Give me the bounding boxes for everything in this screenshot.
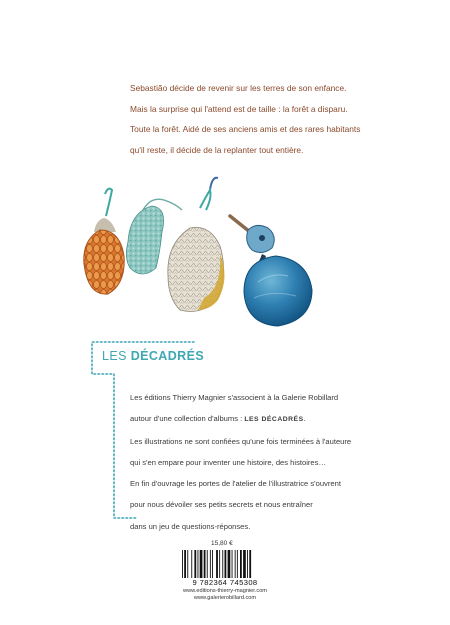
series-title: [102, 349, 204, 363]
story-line-1: Sebastião décide de revenir sur les terres de son enfance.: [130, 83, 347, 93]
blurb-line-1: Les éditions Thierry Magnier s'associent à la Galerie Robillard: [130, 393, 339, 402]
blurb-line-3: Les illustrations ne sont confiées qu'une fois terminées à l'auteure: [130, 436, 352, 446]
publisher-url: www.editions-thierry-magnier.com: [183, 588, 267, 594]
blurb-line-2-prefix: autour d'une collection d'albums :: [130, 414, 245, 424]
blurb-line-4: qui s'en empare pour inventer une histoire, des histoires…: [130, 457, 327, 467]
blurb-line-2: [130, 414, 360, 425]
blurb-line-2-suffix: .: [303, 414, 306, 424]
series-blurb: [130, 393, 360, 543]
blurb-line-7: dans un jeu de questions-réponses.: [130, 521, 251, 531]
story-line-2: Mais la surprise qui l'attend est de taille : la forêt a disparu.: [130, 103, 348, 114]
story-line-3: Toute la forêt. Aidé de ses anciens amis et des rares habitants: [130, 124, 361, 134]
series-title-prefix: LES: [102, 349, 131, 363]
seed-pods-illustration: [72, 172, 332, 334]
gallery-url: www.galerierobillard.com: [193, 595, 257, 601]
blurb-series-name: LES DÉCADRÉS: [244, 416, 304, 424]
story-line-4: qu'il reste, il décide de la replanter tout entière.: [130, 144, 304, 155]
blurb-line-6: pour nous dévoiler ses petits secrets et nous entraîner: [130, 500, 313, 510]
barcode: [180, 550, 270, 580]
series-title-bold: DÉCADRÉS: [130, 349, 205, 363]
price: 15,80 €: [211, 540, 233, 547]
story-summary: [130, 83, 390, 165]
blurb-line-5: En fin d'ouvrage les portes de l'atelier de l'illustratrice s'ouvrent: [130, 479, 341, 489]
isbn: 9 782364 745308: [192, 578, 258, 587]
